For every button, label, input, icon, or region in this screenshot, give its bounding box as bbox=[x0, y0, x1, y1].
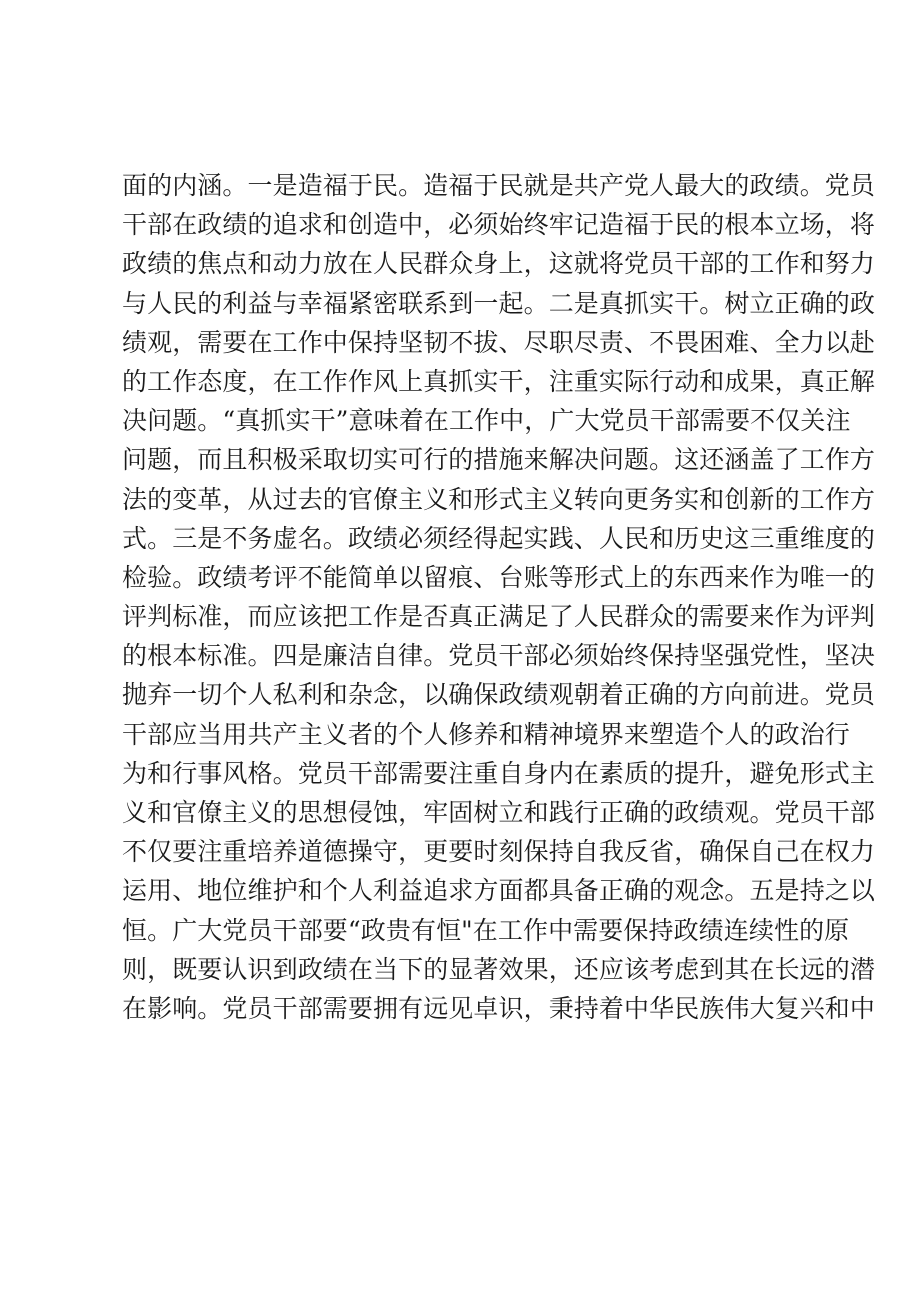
text-line: 为和行事风格。党员干部需要注重自身内在素质的提升，避免形式主 bbox=[122, 758, 876, 788]
text-line: 评判标准，而应该把工作是否真正满足了人民群众的需要来作为评判 bbox=[122, 602, 876, 632]
text-line: 运用、地位维护和个人利益追求方面都具备正确的观念。五是持之以 bbox=[122, 876, 876, 906]
body-paragraph bbox=[122, 166, 876, 1028]
text-line: 恒。广大党员干部要“政贵有恒"在工作中需要保持政绩连续性的原 bbox=[122, 915, 850, 945]
text-line: 问题，而且积极采取切实可行的措施来解决问题。这还涵盖了工作方 bbox=[122, 445, 876, 475]
text-line: 的工作态度，在工作作风上真抓实干，注重实际行动和成果，真正解 bbox=[122, 366, 876, 396]
text-line: 面的内涵。一是造福于民。造福于民就是共产党人最大的政绩。党员 bbox=[122, 171, 876, 200]
text-line: 义和官僚主义的思想侵蚀，牢固树立和践行正确的政绩观。党员干部 bbox=[122, 798, 876, 827]
text-line: 政绩的焦点和动力放在人民群众身上，这就将党员干部的工作和努力 bbox=[122, 249, 876, 279]
text-line: 法的变革，从过去的官僚主义和形式主义转向更务实和创新的工作方 bbox=[122, 484, 876, 514]
text-line: 不仅要注重培养道德操守，更要时刻保持自我反省，确保自己在权力 bbox=[122, 837, 876, 867]
text-line: 决问题。“真抓实干”意味着在工作中，广大党员干部需要不仅关注 bbox=[122, 406, 851, 436]
text-line: 则，既要认识到政绩在当下的显著效果，还应该考虑到其在长远的潜 bbox=[122, 954, 876, 984]
text-line: 干部在政绩的追求和创造中，必须始终牢记造福于民的根本立场，将 bbox=[122, 210, 876, 240]
text-line: 的根本标准。四是廉洁自律。党员干部必须始终保持坚强党性，坚决 bbox=[122, 641, 876, 671]
text-line: 与人民的利益与幸福紧密联系到一起。二是真抓实干。树立正确的政 bbox=[122, 288, 876, 318]
text-line: 在影响。党员干部需要拥有远见卓识，秉持着中华民族伟大复兴和中 bbox=[122, 993, 876, 1023]
text-line: 绩观，需要在工作中保持坚韧不拔、尽职尽责、不畏困难、全力以赴 bbox=[122, 327, 876, 357]
text-line: 式。三是不务虚名。政绩必须经得起实践、人民和历史这三重维度的 bbox=[122, 523, 876, 553]
text-line: 干部应当用共产主义者的个人修养和精神境界来塑造个人的政治行 bbox=[122, 719, 850, 749]
text-line: 抛弃一切个人私利和杂念，以确保政绩观朝着正确的方向前进。党员 bbox=[122, 680, 876, 710]
text-line: 检验。政绩考评不能简单以留痕、台账等形式上的东西来作为唯一的 bbox=[122, 562, 876, 592]
